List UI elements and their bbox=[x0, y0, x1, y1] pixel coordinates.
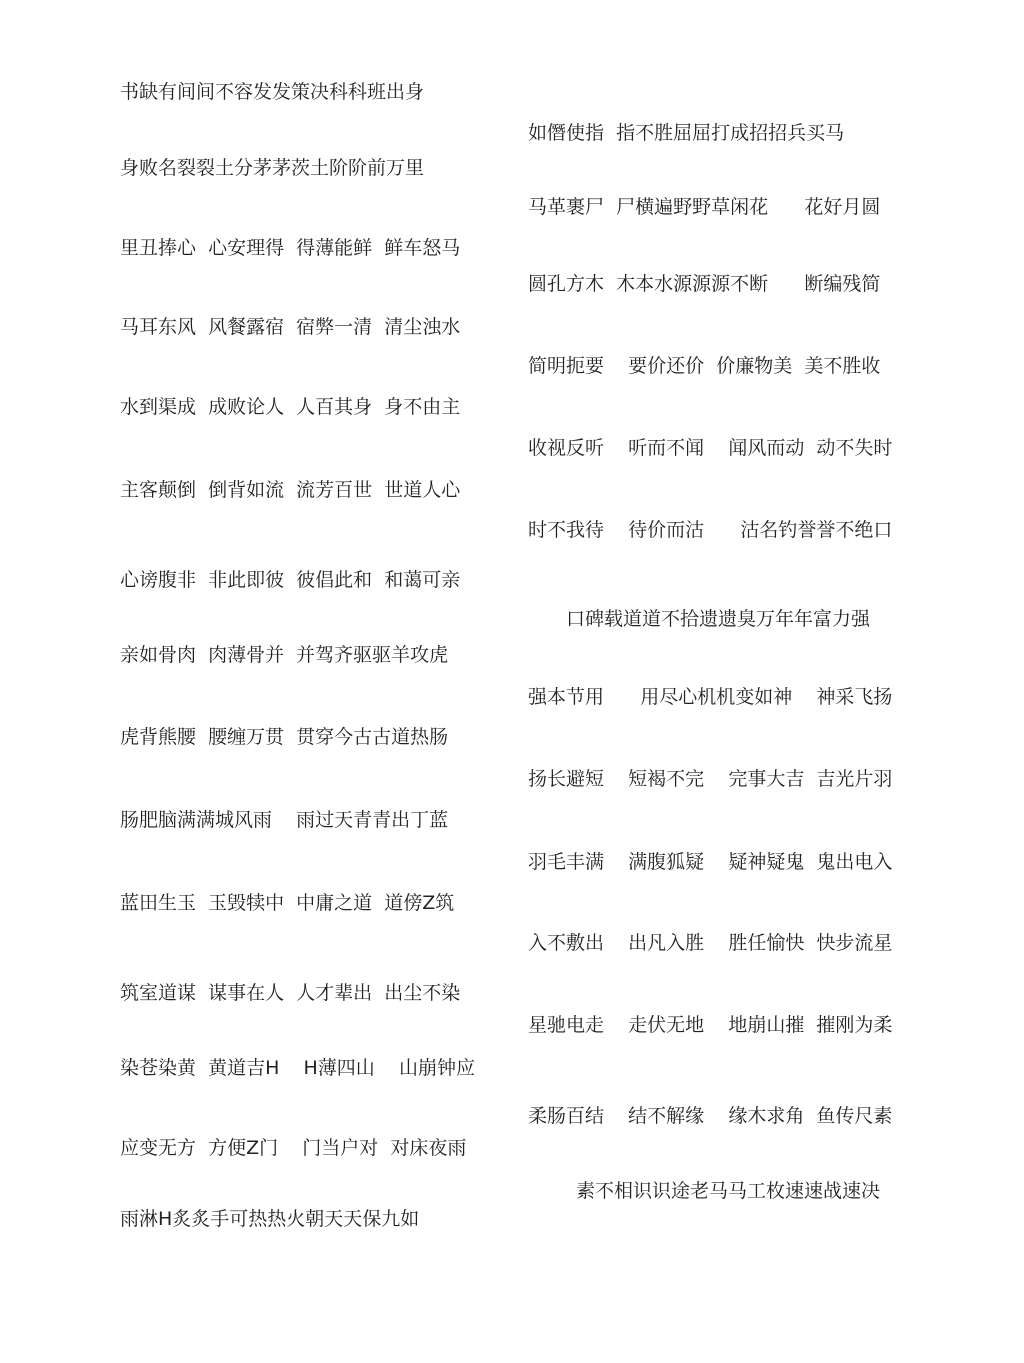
text-line: 如僭使指 指不胜屈屈打成招招兵买马 bbox=[528, 122, 845, 144]
text-line: 马革裹尸 尸横遍野野草闲花 花好月圆 bbox=[528, 196, 881, 218]
text-line: 水到渠成 成败论人 人百其身 身不由主 bbox=[120, 396, 461, 418]
text-line: 时不我待 待价而沽 沽名钓誉誉不绝口 bbox=[528, 519, 893, 541]
text-line: 圆孔方木 木本水源源源不断 断编残简 bbox=[528, 273, 881, 295]
text-line: 柔肠百结 结不解缘 缘木求角 鱼传尺素 bbox=[528, 1105, 893, 1127]
text-line: 蓝田生玉 玉毁犊中 中庸之道 道傍Z筑 bbox=[120, 892, 455, 914]
text-line: 雨淋H炙炙手可热热火朝天天保九如 bbox=[120, 1208, 420, 1230]
text-line: 染苍染黄 黄道吉H H薄四山 山崩钟应 bbox=[120, 1057, 475, 1079]
text-line: 扬长避短 短褐不完 完事大吉 吉光片羽 bbox=[528, 768, 893, 790]
text-line: 口碑载道道不拾遗遗臭万年年富力强 bbox=[566, 608, 871, 630]
text-line: 马耳东风 风餐露宿 宿弊一清 清尘浊水 bbox=[120, 316, 461, 338]
text-line: 虎背熊腰 腰缠万贯 贯穿今古古道热肠 bbox=[120, 726, 449, 748]
text-line: 入不敷出 出凡入胜 胜任愉快 快步流星 bbox=[528, 932, 893, 954]
text-line: 里丑捧心 心安理得 得薄能鲜 鲜车怒马 bbox=[120, 237, 461, 259]
text-line: 强本节用 用尽心机机变如神 神采飞扬 bbox=[528, 686, 893, 708]
text-line: 肠肥脑满满城风雨 雨过天青青出丁蓝 bbox=[120, 809, 449, 831]
text-line: 书缺有间间不容发发策决科科班出身 bbox=[120, 81, 425, 103]
text-line: 主客颠倒 倒背如流 流芳百世 世道人心 bbox=[120, 479, 461, 501]
text-line: 星驰电走 走伏无地 地崩山摧 摧刚为柔 bbox=[528, 1014, 893, 1036]
text-line: 身败名裂裂土分茅茅茨土阶阶前万里 bbox=[120, 157, 425, 179]
text-line: 筑室道谋 谋事在人 人才辈出 出尘不染 bbox=[120, 982, 461, 1004]
text-line: 应变无方 方便Z门 门当户对 对床夜雨 bbox=[120, 1137, 467, 1159]
text-line: 收视反听 听而不闻 闻风而动 动不失时 bbox=[528, 437, 893, 459]
text-line: 羽毛丰满 满腹狐疑 疑神疑鬼 鬼出电入 bbox=[528, 851, 893, 873]
text-line: 心谤腹非 非此即彼 彼倡此和 和蔼可亲 bbox=[120, 569, 461, 591]
text-line: 素不相识识途老马马工枚速速战速决 bbox=[576, 1180, 881, 1202]
text-line: 简明扼要 要价还价 价廉物美 美不胜收 bbox=[528, 355, 881, 377]
text-line: 亲如骨肉 肉薄骨并 并驾齐驱驱羊攻虎 bbox=[120, 644, 449, 666]
